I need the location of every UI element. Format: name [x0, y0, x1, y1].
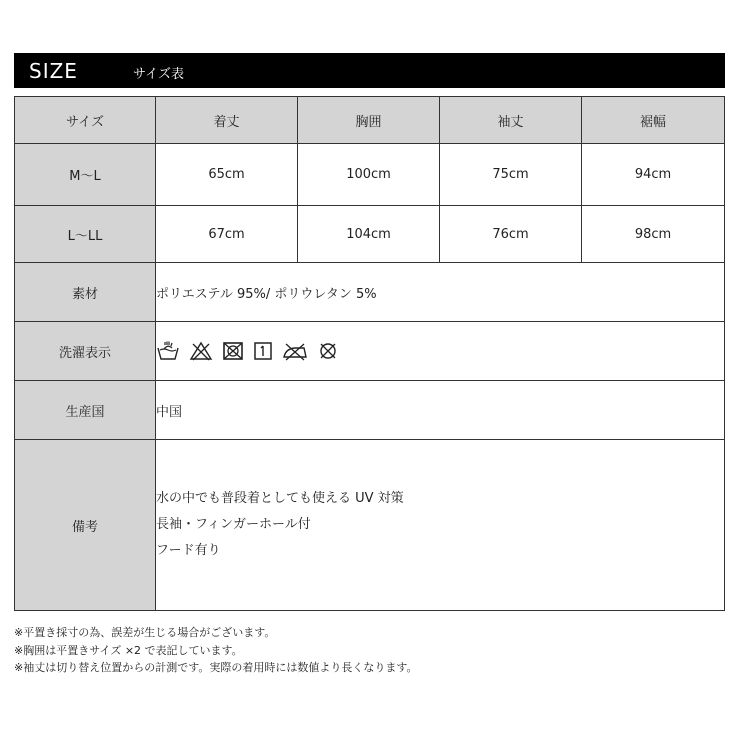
material-row [15, 263, 725, 322]
origin-row [15, 381, 725, 440]
material-label: 素材 [15, 263, 156, 322]
table-cell: 98cm [582, 206, 725, 263]
hand-wash-icon [156, 341, 180, 361]
table-cell: 100cm [298, 144, 440, 206]
line-dry-icon [253, 341, 273, 361]
table-cell: 75cm [440, 144, 582, 206]
origin-value: 中国 [156, 381, 725, 440]
table-row [15, 206, 725, 263]
no-dry-clean-icon [317, 341, 339, 361]
no-bleach-icon [189, 341, 213, 361]
column-header: 胸囲 [298, 97, 440, 144]
table-cell: 65cm [156, 144, 298, 206]
table-cell: 104cm [298, 206, 440, 263]
remarks-line: 水の中でも普段着としても使える UV 対策 [156, 491, 404, 506]
care-icons [156, 322, 725, 381]
footnote: ※平置き採寸の為、誤差が生じる場合がございます。 [14, 626, 276, 639]
material-value: ポリエステル 95%/ ポリウレタン 5% [156, 263, 725, 322]
section-subtitle: サイズ表 [133, 67, 184, 82]
care-row [15, 322, 725, 381]
size-label: L～LL [15, 206, 156, 263]
table-cell: 76cm [440, 206, 582, 263]
column-header: サイズ [15, 97, 156, 144]
care-label: 洗濯表示 [15, 322, 156, 381]
remarks-line: 長袖・フィンガーホール付 [156, 517, 311, 532]
header-row [15, 97, 725, 144]
size-table [14, 96, 725, 611]
footnote: ※袖丈は切り替え位置からの計測です。実際の着用時には数値より長くなります。 [14, 661, 418, 674]
footnotes [14, 624, 417, 677]
no-iron-icon [282, 341, 308, 361]
remarks-row [15, 440, 725, 611]
no-tumble-dry-icon [222, 341, 244, 361]
section-title: SIZE [29, 59, 78, 83]
column-header: 裾幅 [582, 97, 725, 144]
section-header [14, 53, 725, 88]
table-row [15, 144, 725, 206]
remarks-label: 備考 [15, 440, 156, 611]
size-label: M～L [15, 144, 156, 206]
footnote: ※胸囲は平置きサイズ ×2 で表記しています。 [14, 643, 243, 657]
table-cell: 94cm [582, 144, 725, 206]
remarks-value [156, 440, 725, 611]
column-header: 着丈 [156, 97, 298, 144]
column-header: 袖丈 [440, 97, 582, 144]
origin-label: 生産国 [15, 381, 156, 440]
remarks-line: フード有り [156, 543, 221, 558]
table-cell: 67cm [156, 206, 298, 263]
